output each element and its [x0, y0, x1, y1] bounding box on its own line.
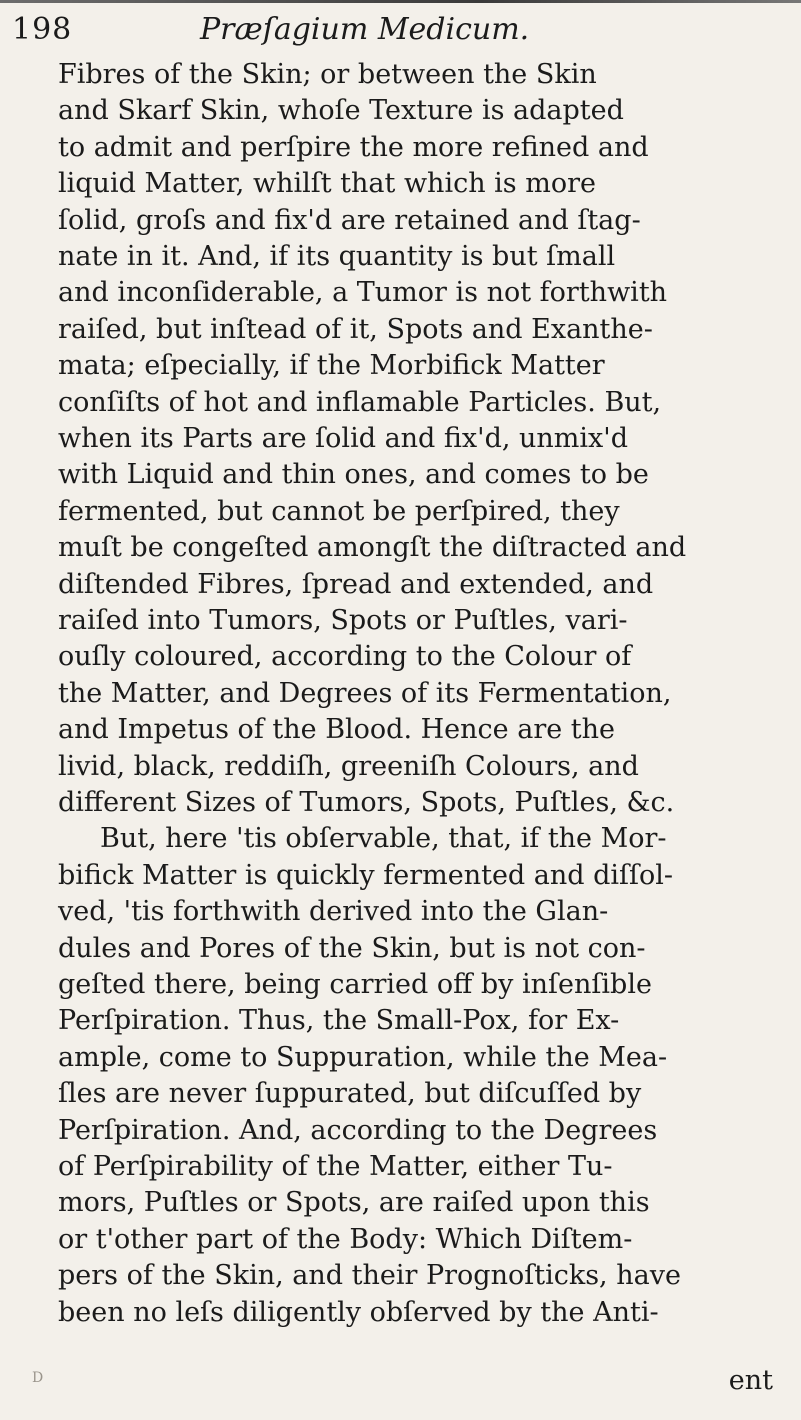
running-head: Præſagium Medicum.	[200, 12, 530, 47]
signature-mark: D	[32, 1370, 50, 1386]
text-line: and Skarf Skin, whoſe Texture is adapted	[58, 95, 624, 127]
page-number: 198	[12, 12, 73, 47]
text-line: ſles are never ſuppurated, but diſcuſſed by	[58, 1078, 642, 1110]
text-line: of Perſpirability of the Matter, either Tu-	[58, 1151, 613, 1182]
text-line: raiſed into Tumors, Spots or Puſtles, vari-	[58, 605, 628, 636]
text-line: Fibres of the Skin; or between the Skin	[58, 59, 597, 90]
text-line: with Liquid and thin ones, and comes to be	[58, 459, 649, 491]
text-line: diſtended Fibres, ſpread and extended, and	[58, 568, 654, 600]
text-line: nate in it. And, if its quantity is but ſmall	[58, 241, 616, 272]
text-line: ample, come to Suppuration, while the Mea-	[58, 1041, 668, 1073]
text-line: when its Parts are ſolid and fix'd, unmix'd	[58, 423, 628, 454]
text-line: geſted there, being carried off by inſenſible	[58, 969, 652, 1000]
text-line: Perſpiration. And, according to the Degrees	[58, 1114, 658, 1146]
text-line: the Matter, and Degrees of its Fermentation,	[58, 677, 672, 709]
catchword: ent	[728, 1365, 773, 1396]
text-line: livid, black, reddiſh, greeniſh Colours, and	[58, 750, 639, 782]
text-line: ſolid, groſs and fix'd are retained and ſtag-	[58, 204, 641, 236]
text-line: conſiſts of hot and inflamable Particles. But,	[58, 386, 662, 418]
text-line: ved, 'tis forthwith derived into the Glan-	[58, 896, 609, 928]
text-line: different Sizes of Tumors, Spots, Puſtles, &c.	[58, 787, 675, 818]
page-header	[0, 10, 801, 52]
text-line: pers of the Skin, and their Prognoſticks, have	[58, 1260, 681, 1292]
text-line: Perſpiration. Thus, the Small-Pox, for Ex-	[58, 1005, 620, 1037]
text-line: been no leſs diligently obſerved by the Anti-	[58, 1296, 659, 1328]
text-line: bifick Matter is quickly fermented and diſſol-	[58, 859, 674, 891]
text-line: mors, Puſtles or Spots, are raiſed upon this	[58, 1187, 650, 1219]
text-line: or t'other part of the Body: Which Diſtem-	[58, 1223, 633, 1255]
text-line: mata; eſpecially, if the Morbifick Matter	[58, 350, 605, 382]
text-line: raiſed, but inſtead of it, Spots and Exanthe-	[58, 313, 653, 345]
text-line: and Impetus of the Blood. Hence are the	[58, 714, 616, 746]
text-line: But, here 'tis obſervable, that, if the Mor-	[100, 823, 667, 855]
top-border-rule	[0, 0, 801, 3]
text-line: liquid Matter, whilſt that which is more	[58, 168, 596, 200]
text-line: and inconſiderable, a Tumor is not forthwith	[58, 277, 668, 309]
text-line: ouſly coloured, according to the Colour of	[58, 641, 632, 673]
text-line: fermented, but cannot be perſpired, they	[58, 495, 620, 527]
text-line: to admit and perſpire the more refined and	[58, 131, 649, 163]
text-line: dules and Pores of the Skin, but is not con-	[58, 932, 646, 964]
text-line: muſt be congeſted amongſt the diſtracted and	[58, 532, 687, 564]
